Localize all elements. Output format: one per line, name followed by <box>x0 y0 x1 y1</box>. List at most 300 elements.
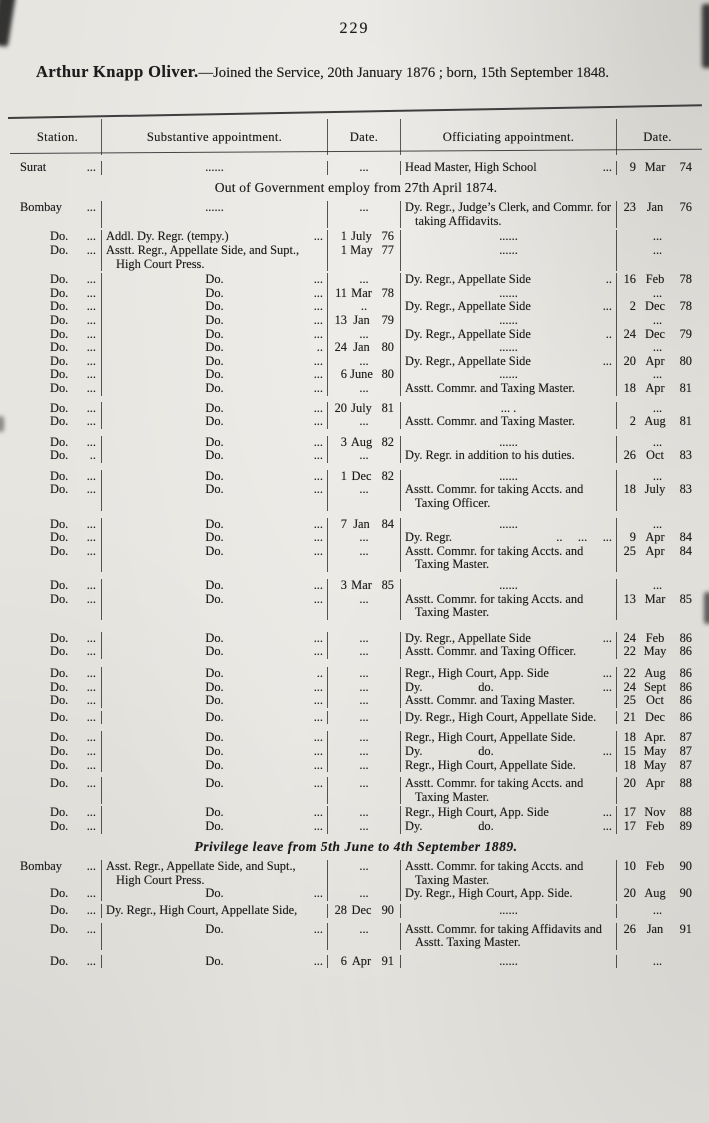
substantive-text: Do. <box>205 757 224 772</box>
officiating-dots: ... <box>602 679 612 694</box>
date-day: 24 <box>623 326 636 341</box>
date-year: 79 <box>679 326 692 341</box>
date-cell <box>327 579 400 593</box>
substantive-cell <box>101 201 327 228</box>
column-header-officiating: Officiating appointment. <box>400 119 616 155</box>
substantive-cell <box>101 287 327 301</box>
date-cell: ... <box>327 777 400 804</box>
station-dots: ... <box>86 367 96 382</box>
officiating-text: ...... <box>499 953 518 968</box>
date-cell: ... <box>327 273 400 287</box>
station-name: Do. <box>50 679 69 694</box>
officer-name: Arthur Knapp Oliver. <box>36 62 199 81</box>
officiating-text: Asstt. Commr. for taking Accts. and Taxing Master. <box>405 591 584 620</box>
date-year: 86 <box>679 679 692 694</box>
officiating-cell <box>400 436 616 450</box>
station-dots: ... <box>86 530 96 545</box>
table-row <box>14 681 698 695</box>
station-name: Do. <box>50 299 69 314</box>
station-cell <box>14 645 101 659</box>
officiating-text: Dy. Regr., High Court, Appellate Side. <box>405 709 597 724</box>
station-cell <box>14 382 101 396</box>
station-dots: ... <box>86 666 96 680</box>
station-dots: ... <box>86 679 96 694</box>
substantive-text: Do. <box>205 818 224 833</box>
officiating-text: ...... <box>499 229 518 244</box>
date-cell: ... <box>327 711 400 725</box>
date-cell: ... <box>327 645 400 659</box>
date-month: Jan <box>646 921 664 936</box>
date-year: 88 <box>679 776 692 791</box>
date-year: 86 <box>679 630 692 645</box>
station-name: Do. <box>50 757 69 772</box>
date-day: 26 <box>623 921 636 936</box>
station-dots: ... <box>86 285 96 300</box>
table-row <box>14 314 698 328</box>
date-month: May <box>643 757 667 772</box>
substantive-cell <box>101 483 327 510</box>
date-cell <box>616 382 698 396</box>
date-day: 20 <box>334 400 347 415</box>
page-number: 229 <box>339 20 370 37</box>
station-dots: ... <box>86 200 96 215</box>
station-cell <box>14 415 101 429</box>
station-name: Do. <box>50 630 69 645</box>
station-dots: .. <box>89 448 96 463</box>
substantive-dots: ... <box>313 591 323 606</box>
date-year: 77 <box>381 242 394 257</box>
officiating-text: Dy. do. <box>405 743 494 758</box>
substantive-dots: ... <box>313 953 323 968</box>
date-day: 11 <box>335 285 347 300</box>
station-cell <box>14 355 101 369</box>
substantive-text: Do. <box>205 380 224 395</box>
date-cell <box>616 483 698 510</box>
table-row <box>14 328 698 342</box>
substantive-dots: ... <box>313 353 323 368</box>
date-cell: ... <box>327 161 400 175</box>
officiating-cell <box>400 923 616 950</box>
officiating-cell <box>400 201 616 228</box>
station-cell <box>14 860 101 887</box>
station-name: Bombay <box>20 859 62 874</box>
date-cell: ... <box>327 923 400 950</box>
table-row <box>14 449 698 463</box>
substantive-cell <box>101 470 327 484</box>
date-day: 16 <box>623 272 636 287</box>
substantive-text: Do. <box>205 434 224 449</box>
date-year: 78 <box>679 299 692 314</box>
officiating-dots: ... <box>602 818 612 833</box>
date-day: 28 <box>334 902 347 917</box>
substantive-text: Do. <box>205 743 224 758</box>
officiating-text: ...... <box>499 242 518 257</box>
date-month: Apr <box>645 776 665 791</box>
substantive-text: ...... <box>205 200 224 215</box>
substantive-text: Do. <box>205 340 224 355</box>
substantive-text: Do. <box>205 709 224 724</box>
substantive-text: Do. <box>205 448 224 463</box>
officiating-cell <box>400 449 616 463</box>
date-cell <box>327 244 400 271</box>
substantive-dots: ... <box>313 530 323 545</box>
date-year: 80 <box>679 353 692 368</box>
station-cell <box>14 518 101 532</box>
date-cell <box>616 593 698 620</box>
date-month: Dec <box>351 902 372 917</box>
table-row <box>14 667 698 681</box>
station-cell <box>14 731 101 745</box>
station-cell <box>14 368 101 382</box>
officiating-text: Dy. Regr., Judge’s Clerk, and Commr. for taking Affidavits. <box>405 200 612 228</box>
officiating-dots: ... <box>602 299 612 314</box>
date-cell: ... <box>327 545 400 572</box>
date-day: 25 <box>623 543 636 558</box>
substantive-dots: ... <box>313 757 323 772</box>
scan-smudge <box>0 416 4 432</box>
substantive-text: Asstt. Regr., Appellate Side, and Supt., High Court Press. <box>106 242 300 271</box>
officiating-text: Asstt. Commr. for taking Affidavits and Asstt. Taxing Master. <box>405 921 602 950</box>
table-row <box>14 531 698 545</box>
substantive-dots: ... <box>313 743 323 758</box>
officiating-cell <box>400 355 616 369</box>
officiating-text: Dy. Regr., High Court, App. Side. <box>405 886 573 901</box>
date-year: 84 <box>381 516 394 531</box>
station-name: Do. <box>50 578 69 593</box>
date-day: 15 <box>623 743 636 758</box>
date-month: Jan <box>353 340 370 355</box>
date-day: 17 <box>623 818 636 833</box>
date-cell: ... <box>327 449 400 463</box>
substantive-dots: ... <box>313 543 323 558</box>
station-name: Do. <box>50 743 69 758</box>
date-cell <box>616 531 698 545</box>
officiating-cell <box>400 545 616 572</box>
station-name: Do. <box>50 326 69 341</box>
column-header-station: Station. <box>36 129 79 144</box>
station-name: Do. <box>50 516 69 531</box>
date-day: 20 <box>623 776 636 791</box>
table-row <box>14 483 698 510</box>
officiating-dots: ... <box>602 743 612 758</box>
station-cell <box>14 667 101 681</box>
date-month: Nov <box>644 805 666 820</box>
officiating-cell <box>400 632 616 646</box>
table-row <box>14 244 698 271</box>
table-row <box>14 341 698 355</box>
station-name: Do. <box>50 285 69 300</box>
date-year: 87 <box>679 730 692 745</box>
date-cell <box>616 694 698 708</box>
date-day: 24 <box>623 630 636 645</box>
officiating-cell <box>400 402 616 416</box>
date-year: 87 <box>679 757 692 772</box>
officiating-cell <box>400 314 616 328</box>
date-cell <box>616 731 698 745</box>
station-name: Bombay <box>20 200 62 215</box>
officiating-cell <box>400 694 616 708</box>
date-year: 86 <box>679 644 692 659</box>
substantive-cell <box>101 341 327 355</box>
officiating-dots: .. <box>605 272 612 287</box>
table-row <box>14 161 698 175</box>
date-cell: ... <box>616 341 698 355</box>
substantive-dots: ... <box>313 886 323 901</box>
station-dots: ... <box>86 482 96 497</box>
date-cell: ... <box>327 355 400 369</box>
substantive-text: Do. <box>205 666 224 680</box>
officiating-cell <box>400 593 616 620</box>
date-month: Jan <box>353 516 370 531</box>
substantive-cell <box>101 531 327 545</box>
officiating-cell <box>400 777 616 804</box>
date-day: 17 <box>623 805 636 820</box>
date-month: Apr. <box>644 730 666 745</box>
substantive-dots: ... <box>313 644 323 659</box>
station-name: Do. <box>50 482 69 497</box>
date-year: 91 <box>679 921 692 936</box>
substantive-text: Do. <box>205 805 224 820</box>
station-cell <box>14 777 101 804</box>
station-dots: ... <box>86 859 96 874</box>
officiating-cell <box>400 759 616 773</box>
date-cell <box>616 415 698 429</box>
station-dots: ... <box>86 757 96 772</box>
station-name: Do. <box>50 400 69 415</box>
date-month: Mar <box>644 160 666 174</box>
table-row <box>14 759 698 773</box>
station-name: Do. <box>50 666 69 680</box>
station-cell <box>14 402 101 416</box>
officiating-cell <box>400 711 616 725</box>
station-cell <box>14 820 101 834</box>
station-cell <box>14 887 101 901</box>
date-cell <box>327 470 400 484</box>
date-cell: ... <box>327 731 400 745</box>
officiating-text: Regr., High Court, App. Side <box>405 805 549 820</box>
station-name: Do. <box>50 543 69 558</box>
date-year: 82 <box>381 468 394 483</box>
date-day: 1 <box>340 229 347 244</box>
date-month: Apr <box>351 953 372 968</box>
date-cell <box>616 745 698 759</box>
station-name: Do. <box>50 353 69 368</box>
officiating-text: Dy. do. <box>405 818 494 833</box>
substantive-text: ...... <box>205 160 224 174</box>
date-cell <box>616 273 698 287</box>
date-year: 90 <box>381 902 394 917</box>
officiating-cell <box>400 273 616 287</box>
officiating-cell <box>400 518 616 532</box>
table-row <box>14 820 698 834</box>
substantive-text: Do. <box>205 591 224 606</box>
date-month: Mar <box>644 591 666 606</box>
date-year: 90 <box>679 859 692 874</box>
officiating-dots: .. <box>605 326 612 341</box>
date-day: 24 <box>623 679 636 694</box>
substantive-cell <box>101 518 327 532</box>
date-month: June <box>350 367 373 382</box>
substantive-dots: ... <box>313 400 323 415</box>
station-name: Do. <box>50 434 69 449</box>
station-name: Do. <box>50 340 69 355</box>
date-cell <box>616 300 698 314</box>
substantive-cell <box>101 731 327 745</box>
station-name: Do. <box>50 591 69 606</box>
officiating-text: ...... <box>499 902 518 917</box>
section-note: Out of Government employ from 27th April 1874. <box>214 179 498 195</box>
date-year: 79 <box>381 312 394 327</box>
officiating-text: Asstt. Commr. for taking Accts. and Taxing Master. <box>405 859 584 887</box>
date-year: 86 <box>679 666 692 680</box>
document-title <box>36 62 691 82</box>
date-cell: ... <box>327 328 400 342</box>
substantive-text: Dy. Regr., High Court, Appellate Side, <box>106 902 298 917</box>
officiating-text: Dy. Regr. in addition to his duties. <box>405 448 575 463</box>
date-cell: ... <box>327 415 400 429</box>
officiating-cell <box>400 955 616 969</box>
table-row <box>14 415 698 429</box>
date-cell <box>616 759 698 773</box>
substantive-text: Do. <box>205 367 224 382</box>
date-day: 3 <box>340 434 347 449</box>
date-month: Apr <box>645 380 665 395</box>
date-day: 20 <box>623 353 636 368</box>
substantive-cell <box>101 314 327 328</box>
substantive-text: Do. <box>205 468 224 483</box>
substantive-text: Do. <box>205 353 224 368</box>
officiating-cell <box>400 667 616 681</box>
officiating-text: Dy. Regr., Appellate Side <box>405 299 531 314</box>
substantive-cell <box>101 745 327 759</box>
date-day: 18 <box>623 757 636 772</box>
date-year: 86 <box>679 709 692 724</box>
date-cell: ... <box>327 745 400 759</box>
station-name: Do. <box>50 272 69 287</box>
station-cell <box>14 632 101 646</box>
date-cell <box>616 667 698 681</box>
substantive-cell <box>101 161 327 175</box>
substantive-cell <box>101 579 327 593</box>
substantive-dots: ... <box>313 730 323 745</box>
date-day: 18 <box>623 730 636 745</box>
station-dots: ... <box>86 644 96 659</box>
date-day: 9 <box>629 530 636 545</box>
date-day: 22 <box>623 666 636 680</box>
substantive-text: Do. <box>205 414 224 429</box>
table-row <box>14 470 698 484</box>
date-year: 85 <box>381 578 394 593</box>
substantive-dots: ... <box>313 326 323 341</box>
officiating-cell <box>400 531 616 545</box>
date-month: Apr <box>645 530 665 545</box>
station-name: Do. <box>50 530 69 545</box>
date-month: July <box>351 400 372 415</box>
substantive-text: Do. <box>205 953 224 968</box>
officiating-text: Asstt. Commr. for taking Accts. and Taxing Master. <box>405 776 584 804</box>
date-cell: ... <box>327 593 400 620</box>
officiating-dots: ... <box>602 666 612 680</box>
date-month: Feb <box>645 272 665 287</box>
date-year: 81 <box>679 380 692 395</box>
station-cell <box>14 806 101 820</box>
station-cell <box>14 328 101 342</box>
officiating-text: Dy. Regr., Appellate Side <box>405 630 531 645</box>
date-cell: ... <box>616 314 698 328</box>
station-dots: ... <box>86 400 96 415</box>
station-cell <box>14 273 101 287</box>
station-cell <box>14 341 101 355</box>
substantive-cell <box>101 904 327 918</box>
substantive-text: Do. <box>205 776 224 791</box>
station-name: Do. <box>50 312 69 327</box>
substantive-cell <box>101 273 327 287</box>
date-cell: ... <box>616 470 698 484</box>
station-cell <box>14 593 101 620</box>
officiating-text: Dy. Regr. <box>405 530 453 545</box>
date-cell <box>616 923 698 950</box>
officiating-cell <box>400 341 616 355</box>
date-cell: ... <box>616 287 698 301</box>
station-cell <box>14 711 101 725</box>
date-cell <box>327 341 400 355</box>
date-cell: ... <box>327 887 400 901</box>
substantive-cell <box>101 694 327 708</box>
substantive-text: Do. <box>205 886 224 901</box>
date-month: Dec <box>645 709 665 724</box>
officiating-dots: ... <box>602 805 612 820</box>
title-rest: —Joined the Service, 20th January 1876 ; born, 15th September 1848. <box>198 65 610 81</box>
date-month: July <box>644 482 666 497</box>
table-row <box>14 645 698 659</box>
date-day: 1 <box>340 468 347 483</box>
date-cell: ... <box>327 759 400 773</box>
officiating-cell <box>400 328 616 342</box>
station-cell <box>14 545 101 572</box>
station-dots: ... <box>86 414 96 429</box>
date-year: 81 <box>679 414 692 429</box>
substantive-dots: ... <box>313 921 323 936</box>
substantive-dots: ... <box>313 285 323 300</box>
date-cell: ... <box>616 955 698 969</box>
station-dots: ... <box>86 886 96 901</box>
station-dots: ... <box>86 326 96 341</box>
date-year: 74 <box>679 160 692 174</box>
date-day: 18 <box>623 380 636 395</box>
station-cell <box>14 955 101 969</box>
scan-smudge <box>704 592 709 624</box>
station-name: Do. <box>50 709 69 724</box>
officiating-text: ...... <box>499 516 518 531</box>
station-dots: ... <box>86 818 96 833</box>
station-name: Do. <box>50 805 69 820</box>
officiating-text: Asstt. Commr. and Taxing Master. <box>405 693 575 708</box>
substantive-cell <box>101 711 327 725</box>
officiating-cell <box>400 415 616 429</box>
date-year: 76 <box>679 200 692 215</box>
date-day: 2 <box>629 299 636 314</box>
date-year: 82 <box>381 434 394 449</box>
date-cell: .. <box>327 300 400 314</box>
substantive-cell <box>101 368 327 382</box>
date-cell <box>327 314 400 328</box>
date-month: Mar <box>351 578 372 593</box>
date-cell <box>327 436 400 450</box>
table-row <box>14 745 698 759</box>
substantive-text: Do. <box>205 921 224 936</box>
station-name: Do. <box>50 818 69 833</box>
station-dots: ... <box>86 516 96 531</box>
